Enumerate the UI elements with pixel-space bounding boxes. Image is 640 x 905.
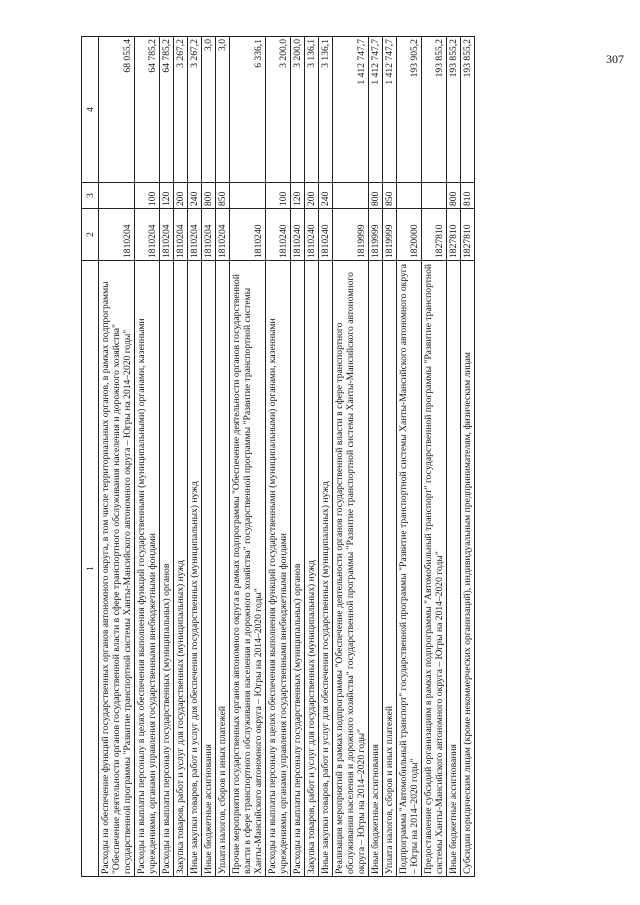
- row-type: 800: [447, 183, 461, 209]
- table-row: [99, 37, 135, 877]
- row-code: 1810204: [202, 209, 216, 261]
- table-row: [422, 37, 447, 877]
- row-type: [99, 183, 135, 209]
- row-sum: 193 855,2: [422, 37, 447, 183]
- table-row: [369, 37, 383, 877]
- row-type: 200: [174, 183, 188, 209]
- row-code: 1819999: [369, 209, 383, 261]
- row-sum: 3,0: [216, 37, 230, 183]
- row-sum: 1 412 747,7: [383, 37, 397, 183]
- row-code: 1819999: [383, 209, 397, 261]
- row-type: 240: [319, 183, 333, 209]
- row-sum: 3 267,2: [174, 37, 188, 183]
- table-body: [99, 37, 475, 877]
- row-type: 100: [135, 183, 160, 209]
- row-sum: 193 855,2: [461, 37, 475, 183]
- table-row: [447, 37, 461, 877]
- row-code: 1810204: [216, 209, 230, 261]
- row-code: 1810240: [291, 209, 305, 261]
- row-type: 850: [383, 183, 397, 209]
- table-row: [188, 37, 202, 877]
- row-name: Иные бюджетные ассигнования: [369, 261, 383, 877]
- table-row: [333, 37, 369, 877]
- header-row: [82, 37, 99, 877]
- row-code: 1810204: [135, 209, 160, 261]
- row-name: Иные бюджетные ассигнования: [447, 261, 461, 877]
- row-sum: 3 200,0: [291, 37, 305, 183]
- row-type: 120: [160, 183, 174, 209]
- row-sum: 1 412 747,7: [369, 37, 383, 183]
- column-header-code: 2: [82, 209, 99, 261]
- row-type: [422, 183, 447, 209]
- column-header-name: 1: [82, 261, 99, 877]
- row-name: Предоставление субсидий организациям в рамках подпрограммы "Автомобильный транспорт" государственной программы "Развитие транспортной системы Ханты-Мансийского автономного округа – Югры на 2014–2020 годы": [422, 261, 447, 877]
- table-row: [305, 37, 319, 877]
- row-name: Иные закупки товаров, работ и услуг для обеспечения государственных (муниципальных) нужд: [188, 261, 202, 877]
- row-sum: 3 267,2: [188, 37, 202, 183]
- row-name: Иные бюджетные ассигнования: [202, 261, 216, 877]
- row-sum: 64 785,2: [160, 37, 174, 183]
- table-row: [461, 37, 475, 877]
- table-row: [291, 37, 305, 877]
- table-row: [135, 37, 160, 877]
- table-row: [383, 37, 397, 877]
- row-sum: 3 200,0: [266, 37, 291, 183]
- row-code: 1810240: [319, 209, 333, 261]
- row-type: 240: [188, 183, 202, 209]
- column-header-sum: 4: [82, 37, 99, 183]
- row-sum: 6 336,1: [230, 37, 266, 183]
- table-row: [174, 37, 188, 877]
- row-code: 1827810: [461, 209, 475, 261]
- table-row: [397, 37, 422, 877]
- table-row: [160, 37, 174, 877]
- row-name: Иные закупки товаров, работ и услуг для обеспечения государственных (муниципальных) нужд: [319, 261, 333, 877]
- row-name: Уплата налогов, сборов и иных платежей: [383, 261, 397, 877]
- row-name: Подпрограмма "Автомобильный транспорт" государственной программы "Развитие транспортной системы Ханты-Мансийского автономного округа – Югры на 2014–2020 годы": [397, 261, 422, 877]
- row-sum: 68 055,4: [99, 37, 135, 183]
- row-name: Закупка товаров, работ и услуг для государственных (муниципальных) нужд: [305, 261, 319, 877]
- row-code: 1810240: [305, 209, 319, 261]
- row-type: 800: [202, 183, 216, 209]
- row-code: 1810240: [266, 209, 291, 261]
- row-sum: 3,0: [202, 37, 216, 183]
- row-sum: 3 136,1: [319, 37, 333, 183]
- row-sum: 3 136,1: [305, 37, 319, 183]
- row-name: Субсидии юридическим лицам (кроме некоммерческих организаций), индивидуальным предпринимателям, физическим лицам: [461, 261, 475, 877]
- table-row: [202, 37, 216, 877]
- row-name: Расходы на выплаты персоналу государственных (муниципальных) органов: [160, 261, 174, 877]
- row-type: 800: [369, 183, 383, 209]
- row-sum: 1 412 747,7: [333, 37, 369, 183]
- row-code: 1827810: [422, 209, 447, 261]
- row-code: 1810204: [188, 209, 202, 261]
- row-name: Расходы на выплаты персоналу государственных (муниципальных) органов: [291, 261, 305, 877]
- row-type: 100: [266, 183, 291, 209]
- row-type: 810: [461, 183, 475, 209]
- row-code: 1810240: [230, 209, 266, 261]
- table-row: [230, 37, 266, 877]
- budget-table: [81, 36, 475, 877]
- row-name: Реализация мероприятий в рамках подпрограммы "Обеспечение деятельности органов государственной власти в сфере транспортного обслуживания населения и дорожного хозяйства" государственной программы "Развитие транспортной системы Ханты-Мансийского автономного округа – Югры на 2014–2020 годы": [333, 261, 369, 877]
- page-number: 307: [606, 52, 624, 66]
- row-name: Расходы на обеспечение функций государственных органов автономного округа, в том числе территориальных органов, в рамках подпрограммы "Обеспечение деятельности органов государственной власти в сфере транспортного обслуживания населения и дорожного хозяйства" государственной программы "Развитие транспортной системы Ханты-Мансийского автономного округа – Югры на 2014–2020 годы": [99, 261, 135, 877]
- row-sum: 193 855,2: [447, 37, 461, 183]
- row-name: Прочие мероприятия государственных органов автономного округа в рамках подпрограммы "Обеспечение деятельности органов государственной власти в сфере транспортного обслуживания населения и дорожного хозяйства" государственной программы "Развитие транспортной системы Ханты-Мансийского автономного округа – Югры на 2014–2020 годы": [230, 261, 266, 877]
- row-name: Уплата налогов, сборов и иных платежей: [216, 261, 230, 877]
- row-name: Закупка товаров, работ и услуг для государственных (муниципальных) нужд: [174, 261, 188, 877]
- row-name: Расходы на выплаты персоналу в целях обеспечения выполнения функций государственными (муниципальными) органами, казенными учреждениями, органами управления государственными внебюджетными фондами: [266, 261, 291, 877]
- row-type: 850: [216, 183, 230, 209]
- row-type: 200: [305, 183, 319, 209]
- row-code: 1820000: [397, 209, 422, 261]
- row-type: [333, 183, 369, 209]
- row-code: 1810204: [174, 209, 188, 261]
- row-sum: 64 785,2: [135, 37, 160, 183]
- row-type: [397, 183, 422, 209]
- table-row: [319, 37, 333, 877]
- row-code: 1819999: [333, 209, 369, 261]
- row-code: 1810204: [160, 209, 174, 261]
- row-type: [230, 183, 266, 209]
- row-type: 120: [291, 183, 305, 209]
- row-code: 1810204: [99, 209, 135, 261]
- row-code: 1827810: [447, 209, 461, 261]
- table-row: [216, 37, 230, 877]
- rotated-page-content: [81, 37, 591, 877]
- table-row: [266, 37, 291, 877]
- row-name: Расходы на выплаты персоналу в целях обеспечения выполнения функций государственными (муниципальными) органами, казенными учреждениями, органами управления государственными внебюджетными фондами: [135, 261, 160, 877]
- row-sum: 193 905,2: [397, 37, 422, 183]
- column-header-type: 3: [82, 183, 99, 209]
